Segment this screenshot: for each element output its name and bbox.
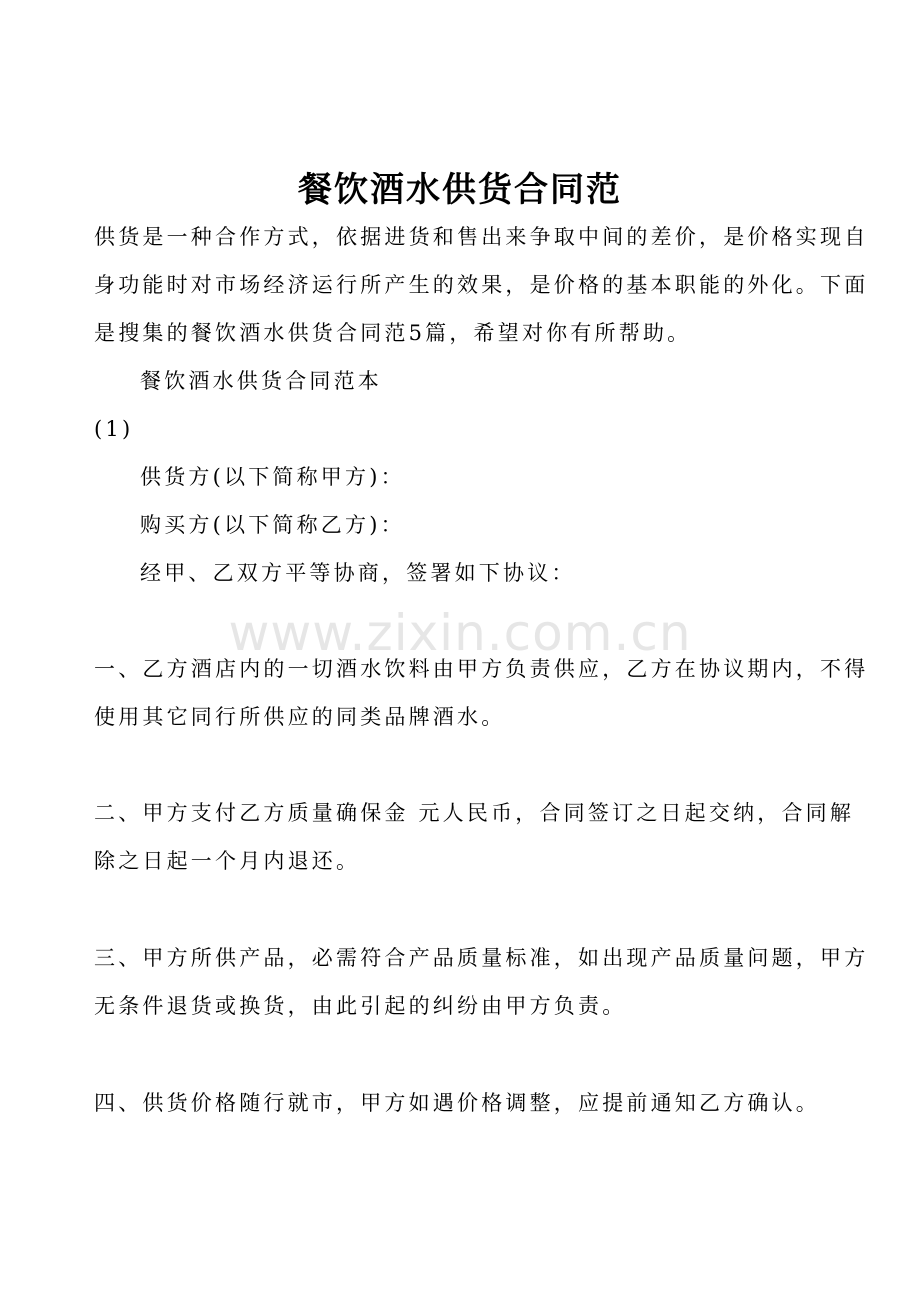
clause-2-line-1: 二、甲方支付乙方质量确保金 元人民币，合同签订之日起交纳，合同解 [94,801,855,825]
clause-3-line-1: 三、甲方所供产品，必需符合产品质量标准，如出现产品质量问题，甲方 [94,946,869,970]
clause-4-line-1: 四、供货价格随行就市，甲方如遇价格调整，应提前通知乙方确认。 [94,1091,820,1115]
watermark-text: www.zixin.com.cn [228,604,692,662]
clause-3-line-2: 无条件退货或换货，由此引起的纠纷由甲方负责。 [94,994,627,1018]
party-a-line: 供货方(以下简称甲方)： [140,465,405,489]
contract-subtitle: 餐饮酒水供货合同范本 [140,369,382,393]
intro-line-2: 身功能时对市场经济运行所产生的效果，是价格的基本职能的外化。下面 [94,273,869,297]
section-number: (1) [94,417,134,441]
party-b-line: 购买方(以下简称乙方)： [140,513,405,537]
clause-2-line-2: 除之日起一个月内退还。 [94,849,361,873]
intro-line-3: 是搜集的餐饮酒水供货合同范5篇，希望对你有所帮助。 [94,321,692,345]
intro-line-1: 供货是一种合作方式，依据进货和售出来争取中间的差价，是价格实现自 [94,225,869,249]
agreement-intro: 经甲、乙双方平等协商，签署如下协议： [140,561,576,585]
clause-1-line-1: 一、乙方酒店内的一切酒水饮料由甲方负责供应，乙方在协议期内，不得 [94,657,869,681]
document-title: 餐饮酒水供货合同范 [298,170,622,210]
clause-1-line-2: 使用其它同行所供应的同类品牌酒水。 [94,705,506,729]
